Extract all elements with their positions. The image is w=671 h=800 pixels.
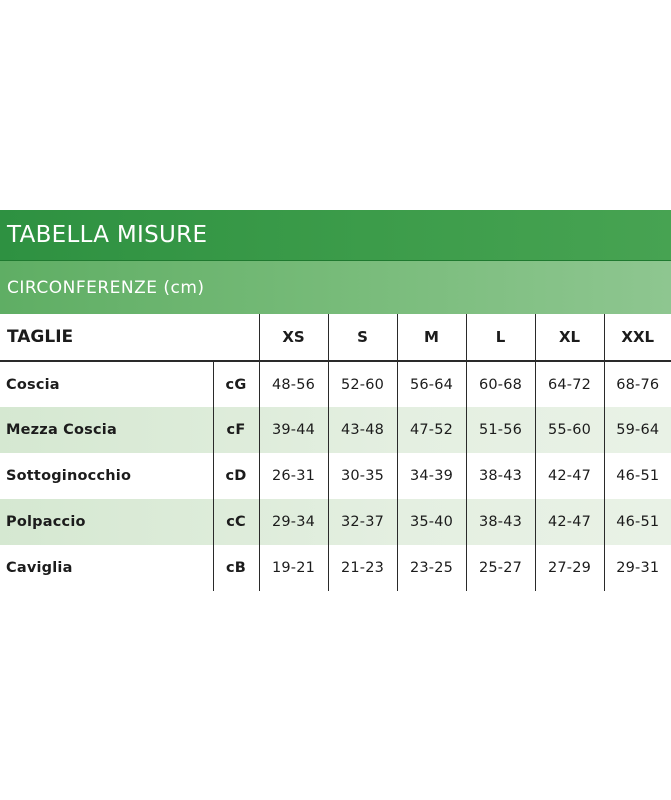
table-row <box>0 499 671 545</box>
size-header-l: L <box>466 314 535 361</box>
table-cell: 38-43 <box>466 453 535 499</box>
subtitle-bar <box>0 261 671 314</box>
table-cell: 46-51 <box>604 499 671 545</box>
table-row <box>0 545 671 591</box>
table-cell: 56-64 <box>397 361 466 407</box>
table-cell: 34-39 <box>397 453 466 499</box>
table-cell: 19-21 <box>259 545 328 591</box>
row-label: Caviglia <box>6 560 73 576</box>
table-cell: 26-31 <box>259 453 328 499</box>
row-code: cC <box>213 499 259 545</box>
table-cell: 68-76 <box>604 361 671 407</box>
table-cell: 29-31 <box>604 545 671 591</box>
table-cell: 23-25 <box>397 545 466 591</box>
row-code: cG <box>213 361 259 407</box>
table-cell: 55-60 <box>535 407 604 453</box>
chart-subtitle: CIRCONFERENZE (cm) <box>7 277 205 298</box>
table-cell: 39-44 <box>259 407 328 453</box>
table-cell: 27-29 <box>535 545 604 591</box>
row-label: Polpaccio <box>6 514 86 530</box>
table-cell: 38-43 <box>466 499 535 545</box>
table-row <box>0 453 671 499</box>
size-header-xs: XS <box>259 314 328 361</box>
row-code: cD <box>213 453 259 499</box>
size-chart <box>0 210 671 591</box>
table-cell: 60-68 <box>466 361 535 407</box>
row-label: Mezza Coscia <box>6 422 117 438</box>
measurements-table <box>0 314 671 591</box>
table-cell: 48-56 <box>259 361 328 407</box>
table-cell: 42-47 <box>535 453 604 499</box>
size-header-xxl: XXL <box>604 314 671 361</box>
table-row <box>0 361 671 407</box>
row-label: Sottoginocchio <box>6 468 132 484</box>
table-header-row <box>0 314 671 361</box>
table-cell: 59-64 <box>604 407 671 453</box>
table-cell: 35-40 <box>397 499 466 545</box>
sizes-corner-label: TAGLIE <box>0 314 259 361</box>
chart-title: TABELLA MISURE <box>7 222 208 248</box>
table-cell: 64-72 <box>535 361 604 407</box>
table-cell: 51-56 <box>466 407 535 453</box>
table-cell: 52-60 <box>328 361 397 407</box>
table-cell: 32-37 <box>328 499 397 545</box>
row-code: cB <box>213 545 259 591</box>
title-bar <box>0 210 671 261</box>
size-header-s: S <box>328 314 397 361</box>
table-row <box>0 407 671 453</box>
row-code: cF <box>213 407 259 453</box>
size-header-xl: XL <box>535 314 604 361</box>
table-cell: 47-52 <box>397 407 466 453</box>
table-cell: 21-23 <box>328 545 397 591</box>
table-cell: 25-27 <box>466 545 535 591</box>
size-header-m: M <box>397 314 466 361</box>
table-cell: 42-47 <box>535 499 604 545</box>
table-cell: 29-34 <box>259 499 328 545</box>
table-cell: 30-35 <box>328 453 397 499</box>
row-label: Coscia <box>6 376 60 393</box>
table-cell: 43-48 <box>328 407 397 453</box>
table-cell: 46-51 <box>604 453 671 499</box>
